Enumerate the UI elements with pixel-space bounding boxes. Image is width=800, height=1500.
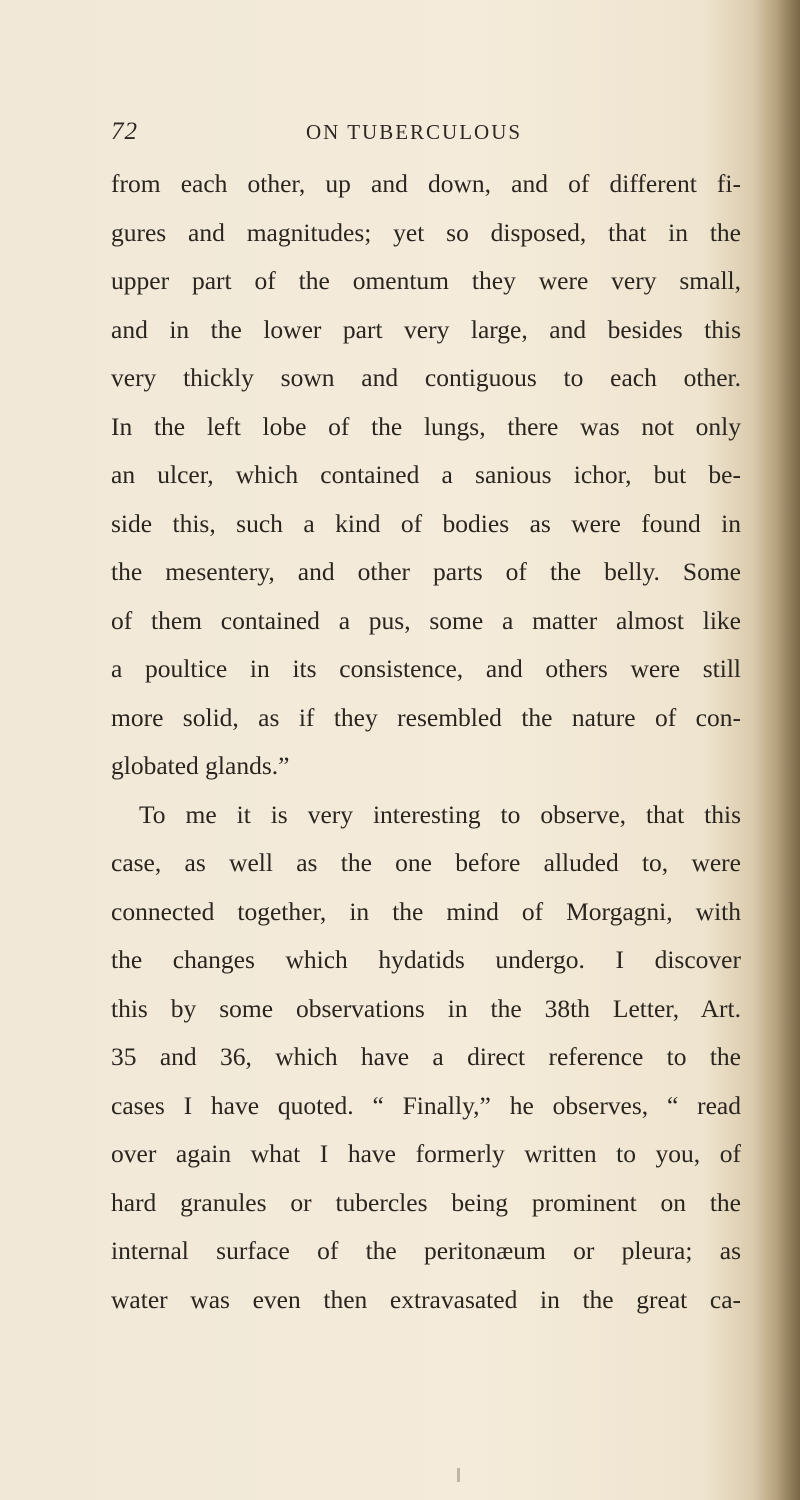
- text-line: this by some observations in the 38th Letter, Art.: [111, 993, 741, 1023]
- text-line: hard granules or tubercles being prominent on the: [111, 1187, 741, 1217]
- text-line: gures and magnitudes; yet so disposed, that in the: [111, 217, 741, 247]
- text-line: an ulcer, which contained a sanious ichor, but be-: [111, 460, 741, 489]
- text-line: cases I have quoted. “ Finally,” he observes, “ read: [111, 1090, 741, 1120]
- text-line: case, as well as the one before alluded to, were: [111, 848, 741, 877]
- text-line: the changes which hydatids undergo. I discover: [111, 945, 741, 974]
- text-line: and in the lower part very large, and besides this: [111, 314, 741, 344]
- text-line: globated glands.”: [111, 751, 290, 780]
- running-head: ON TUBERCULOUS: [306, 120, 523, 144]
- paper-speck: [457, 1468, 460, 1482]
- text-line: In the left lobe of the lungs, there was not only: [111, 411, 741, 441]
- page-header: [111, 118, 741, 148]
- text-line: To me it is very interesting to observe, that this: [139, 799, 741, 829]
- text-line: from each other, up and down, and of different fi-: [111, 169, 741, 198]
- page-number: 72: [111, 118, 138, 145]
- text-line: a poultice in its consistence, and others were still: [111, 654, 741, 683]
- page-edge-shadow: [752, 0, 800, 1500]
- text-line: side this, such a kind of bodies as were found in: [111, 508, 741, 538]
- text-line: more solid, as if they resembled the nature of con-: [111, 702, 741, 732]
- text-line: 35 and 36, which have a direct reference to the: [111, 1042, 741, 1071]
- text-line: of them contained a pus, some a matter almost like: [111, 605, 741, 635]
- text-line: over again what I have formerly written to you, of: [111, 1139, 741, 1168]
- text-line: very thickly sown and contiguous to each other.: [111, 363, 741, 392]
- text-line: connected together, in the mind of Morgagni, with: [111, 896, 741, 926]
- text-line: internal surface of the peritonæum or pleura; as: [111, 1236, 741, 1265]
- text-line: water was even then extravasated in the great ca-: [111, 1284, 741, 1314]
- text-line: upper part of the omentum they were very small,: [111, 266, 741, 295]
- body-text: [111, 160, 741, 1324]
- text-line: the mesentery, and other parts of the belly. Some: [111, 557, 741, 586]
